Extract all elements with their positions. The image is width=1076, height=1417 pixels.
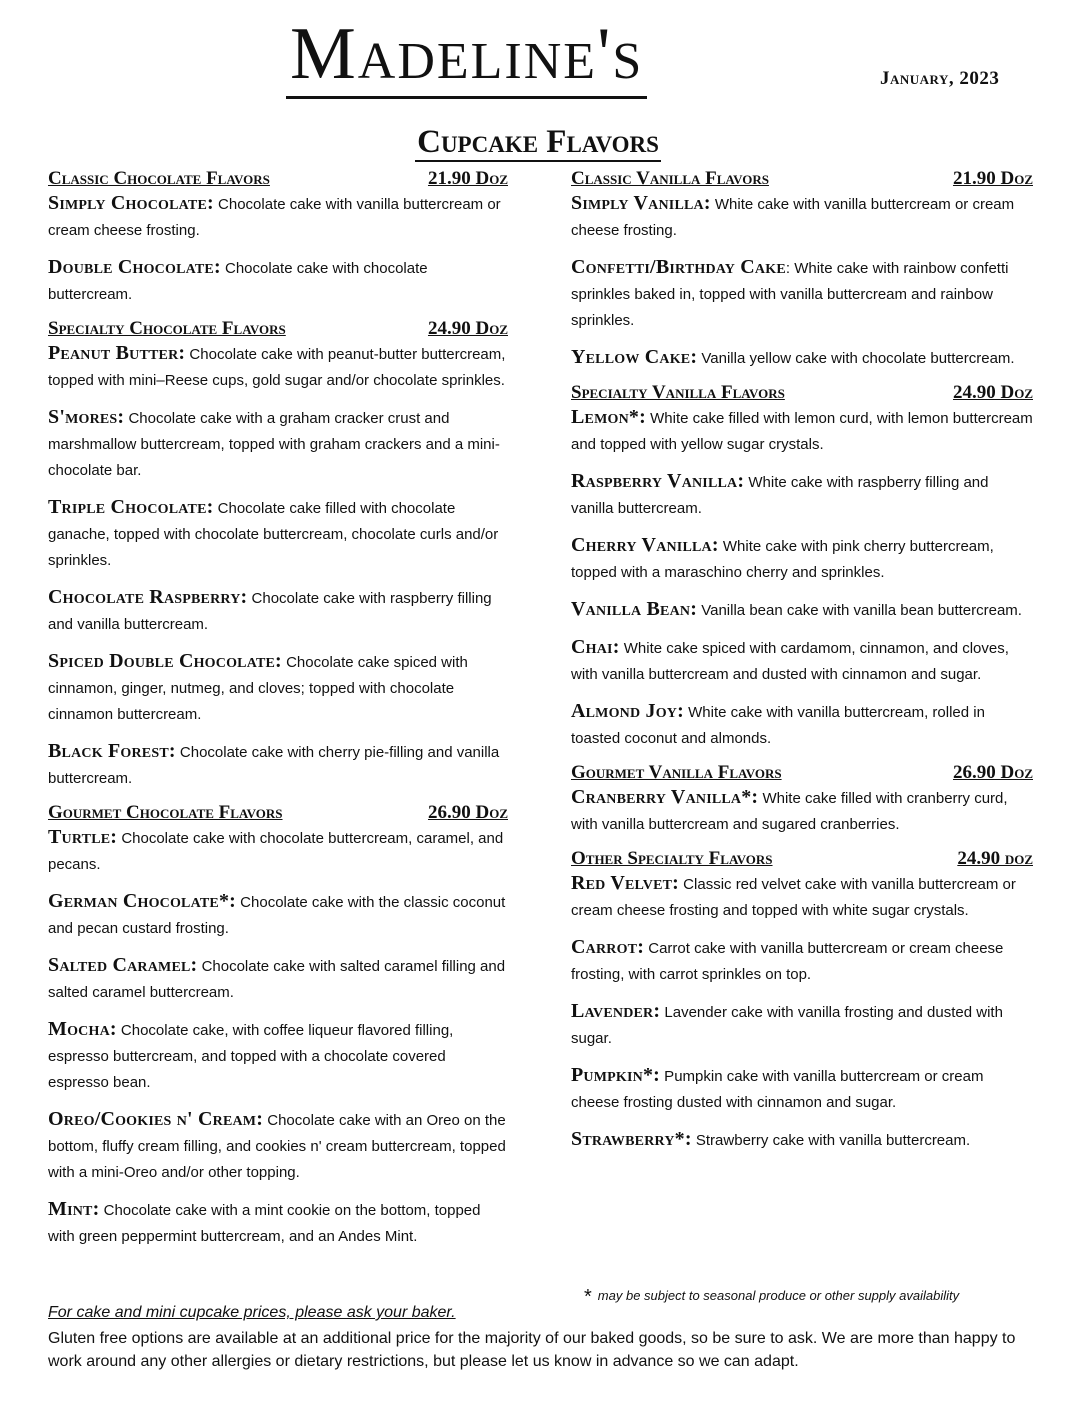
flavor-name: Chai: (571, 636, 620, 658)
flavor-description: Chocolate cake with salted caramel filling and salted caramel buttercream. (48, 958, 506, 1001)
flavor-item (571, 934, 1033, 988)
section-heading (571, 382, 1033, 404)
flavor-name: Vanilla Bean: (571, 598, 698, 620)
section-heading (571, 762, 1033, 784)
flavor-description: White cake filled with cranberry curd, with vanilla buttercream and sugared cranberries. (571, 790, 1008, 833)
flavor-description: Chocolate cake with the classic coconut and pecan custard frosting. (48, 894, 506, 937)
flavor-item (48, 738, 508, 792)
flavor-item (571, 1062, 1033, 1116)
flavor-description: Chocolate cake with chocolate buttercream, caramel, and pecans. (48, 830, 504, 873)
flavor-name: Confetti/Birthday Cake (571, 256, 786, 278)
flavor-item (571, 870, 1033, 924)
flavor-name: Black Forest: (48, 740, 176, 762)
section-heading (48, 318, 508, 340)
flavor-description: Classic red velvet cake with vanilla buttercream or cream cheese frosting and topped with white sugar crystals. (571, 876, 1016, 919)
section-price: 21.90 Doz (427, 168, 508, 189)
flavor-description: Chocolate cake filled with chocolate ganache, topped with chocolate buttercream, chocolate curls and/or sprinkles. (48, 500, 499, 569)
section-title: Classic Chocolate Flavors (48, 168, 270, 189)
flavor-description: White cake with raspberry filling and vanilla buttercream. (571, 474, 989, 517)
flavor-description: Carrot cake with vanilla buttercream or cream cheese frosting, with carrot sprinkles on top. (571, 940, 1004, 983)
flavor-item (571, 784, 1033, 838)
flavor-description: Pumpkin cake with vanilla buttercream or cream cheese frosting dusted with cinnamon and sugar. (571, 1068, 984, 1111)
flavor-item (571, 190, 1033, 244)
asterisk: * (584, 1286, 592, 1308)
section-price: 24.90 Doz (427, 318, 508, 339)
flavor-item (571, 344, 1033, 372)
flavor-description: White cake with vanilla buttercream or cream cheese frosting. (571, 196, 1015, 239)
flavor-description: Chocolate cake with chocolate buttercream. (48, 260, 428, 303)
flavor-description: Vanilla yellow cake with chocolate buttercream. (697, 350, 1015, 367)
flavor-item (48, 190, 508, 244)
flavor-description: Chocolate cake with an Oreo on the bottom, fluffy cream filling, and cookies n' cream buttercream, topped with a mini-Oreo and/or other topping. (48, 1112, 506, 1181)
flavor-name: Lavender: (571, 1000, 661, 1022)
flavor-name: Salted Caramel: (48, 954, 198, 976)
left-column (48, 168, 508, 1260)
flavor-name: German Chocolate*: (48, 890, 237, 912)
flavor-description: Chocolate cake with cherry pie-filling and vanilla buttercream. (48, 744, 500, 787)
section-title: Specialty Vanilla Flavors (571, 382, 785, 403)
flavor-description: Chocolate cake with peanut-butter buttercream, topped with mini–Reese cups, gold sugar and/or chocolate sprinkles. (48, 346, 506, 389)
subtitle-text: Cupcake Flavors (417, 124, 659, 160)
footnote (584, 1286, 959, 1309)
flavor-item (48, 584, 508, 638)
gluten-free-note: Gluten free options are available at an additional price for the majority of our baked goods, so be sure to ask. We are more than happy to work around any other allergies or dietary restrictions, but please let us know in advance so we can adapt. (48, 1330, 1016, 1370)
section-price: 24.90 doz (957, 848, 1033, 869)
section-heading (571, 848, 1033, 870)
section-title: Gourmet Chocolate Flavors (48, 802, 283, 823)
flavor-item (571, 404, 1033, 458)
flavor-name: Simply Chocolate: (48, 192, 214, 214)
menu-subtitle (0, 124, 1076, 161)
flavor-item (571, 254, 1033, 334)
flavor-item (571, 998, 1033, 1052)
flavor-name: Carrot: (571, 936, 645, 958)
flavor-item (48, 648, 508, 728)
section-title: Classic Vanilla Flavors (571, 168, 769, 189)
flavor-name: Almond Joy: (571, 700, 684, 722)
flavor-description: Chocolate cake with raspberry filling and vanilla buttercream. (48, 590, 492, 633)
flavor-name: Cherry Vanilla: (571, 534, 719, 556)
right-column (571, 168, 1033, 1164)
flavor-item (571, 1126, 1033, 1154)
flavor-description: Lavender cake with vanilla frosting and dusted with sugar. (571, 1004, 1003, 1047)
flavor-name: Turtle: (48, 826, 118, 848)
flavor-item (571, 698, 1033, 752)
flavor-name: Strawberry*: (571, 1128, 692, 1150)
flavor-description: Chocolate cake with a graham cracker crust and marshmallow buttercream, topped with graham crackers and a mini-chocolate bar. (48, 410, 500, 479)
flavor-description: White cake with vanilla buttercream, rolled in toasted coconut and almonds. (571, 704, 985, 747)
flavor-name: Triple Chocolate: (48, 496, 214, 518)
flavor-item (48, 888, 508, 942)
flavor-name: Spiced Double Chocolate: (48, 650, 282, 672)
flavor-name: Raspberry Vanilla: (571, 470, 745, 492)
flavor-name: Lemon*: (571, 406, 646, 428)
flavor-description: Chocolate cake spiced with cinnamon, ginger, nutmeg, and cloves; topped with chocolate cinnamon buttercream. (48, 654, 468, 723)
section-heading (48, 802, 508, 824)
flavor-name: S'mores: (48, 406, 125, 428)
brand-title: Madeline's (286, 12, 647, 99)
flavor-description: Vanilla bean cake with vanilla bean buttercream. (697, 602, 1022, 619)
section-title: Specialty Chocolate Flavors (48, 318, 286, 339)
flavor-item (571, 532, 1033, 586)
flavor-item (48, 952, 508, 1006)
flavor-description: Chocolate cake with vanilla buttercream or cream cheese frosting. (48, 196, 501, 239)
flavor-item (48, 340, 508, 394)
section-heading (48, 168, 508, 190)
flavor-name: Peanut Butter: (48, 342, 186, 364)
flavor-name: Simply Vanilla: (571, 192, 711, 214)
ask-baker-note: For cake and mini cupcake prices, please ask your baker. (48, 1304, 456, 1321)
flavor-item (48, 824, 508, 878)
footnote-text: may be subject to seasonal produce or other supply availability (597, 1288, 960, 1303)
flavor-item (48, 1196, 508, 1250)
section-title: Other Specialty Flavors (571, 848, 773, 869)
flavor-item (48, 404, 508, 484)
flavor-name: Red Velvet: (571, 872, 680, 894)
section-price: 26.90 Doz (427, 802, 508, 823)
flavor-name: Pumpkin*: (571, 1064, 661, 1086)
flavor-description: Chocolate cake, with coffee liqueur flavored filling, espresso buttercream, and topped with a chocolate covered espresso bean. (48, 1022, 454, 1091)
section-price: 26.90 Doz (952, 762, 1033, 783)
section-price: 21.90 Doz (952, 168, 1033, 189)
flavor-name: Oreo/Cookies n' Cream: (48, 1108, 264, 1130)
section-heading (571, 168, 1033, 190)
flavor-description: Strawberry cake with vanilla buttercream. (691, 1132, 971, 1149)
flavor-description: White cake spiced with cardamom, cinnamon, and cloves, with vanilla buttercream and dusted with cinnamon and sugar. (571, 640, 1009, 683)
flavor-name: Mint: (48, 1198, 100, 1220)
flavor-name: Yellow Cake: (571, 346, 698, 368)
flavor-item (48, 494, 508, 574)
flavor-name: Mocha: (48, 1018, 117, 1040)
flavor-item (48, 1016, 508, 1096)
flavor-name: Double Chocolate: (48, 256, 221, 278)
flavor-item (48, 1106, 508, 1186)
flavor-name: Cranberry Vanilla*: (571, 786, 759, 808)
flavor-name: Chocolate Raspberry: (48, 586, 248, 608)
section-title: Gourmet Vanilla Flavors (571, 762, 782, 783)
flavor-description: : White cake with rainbow confetti sprinkles baked in, topped with vanilla buttercream and rainbow sprinkles. (571, 260, 1009, 329)
flavor-description: White cake with pink cherry buttercream, topped with a maraschino cherry and sprinkles. (571, 538, 994, 581)
flavor-item (571, 468, 1033, 522)
flavor-description: Chocolate cake with a mint cookie on the bottom, topped with green peppermint buttercream, and an Andes Mint. (48, 1202, 481, 1245)
menu-date: January, 2023 (880, 68, 1000, 89)
flavor-item (571, 596, 1033, 624)
flavor-description: White cake filled with lemon curd, with lemon buttercream and topped with yellow sugar crystals. (571, 410, 1033, 453)
flavor-item (571, 634, 1033, 688)
flavor-item (48, 254, 508, 308)
section-price: 24.90 Doz (952, 382, 1033, 403)
